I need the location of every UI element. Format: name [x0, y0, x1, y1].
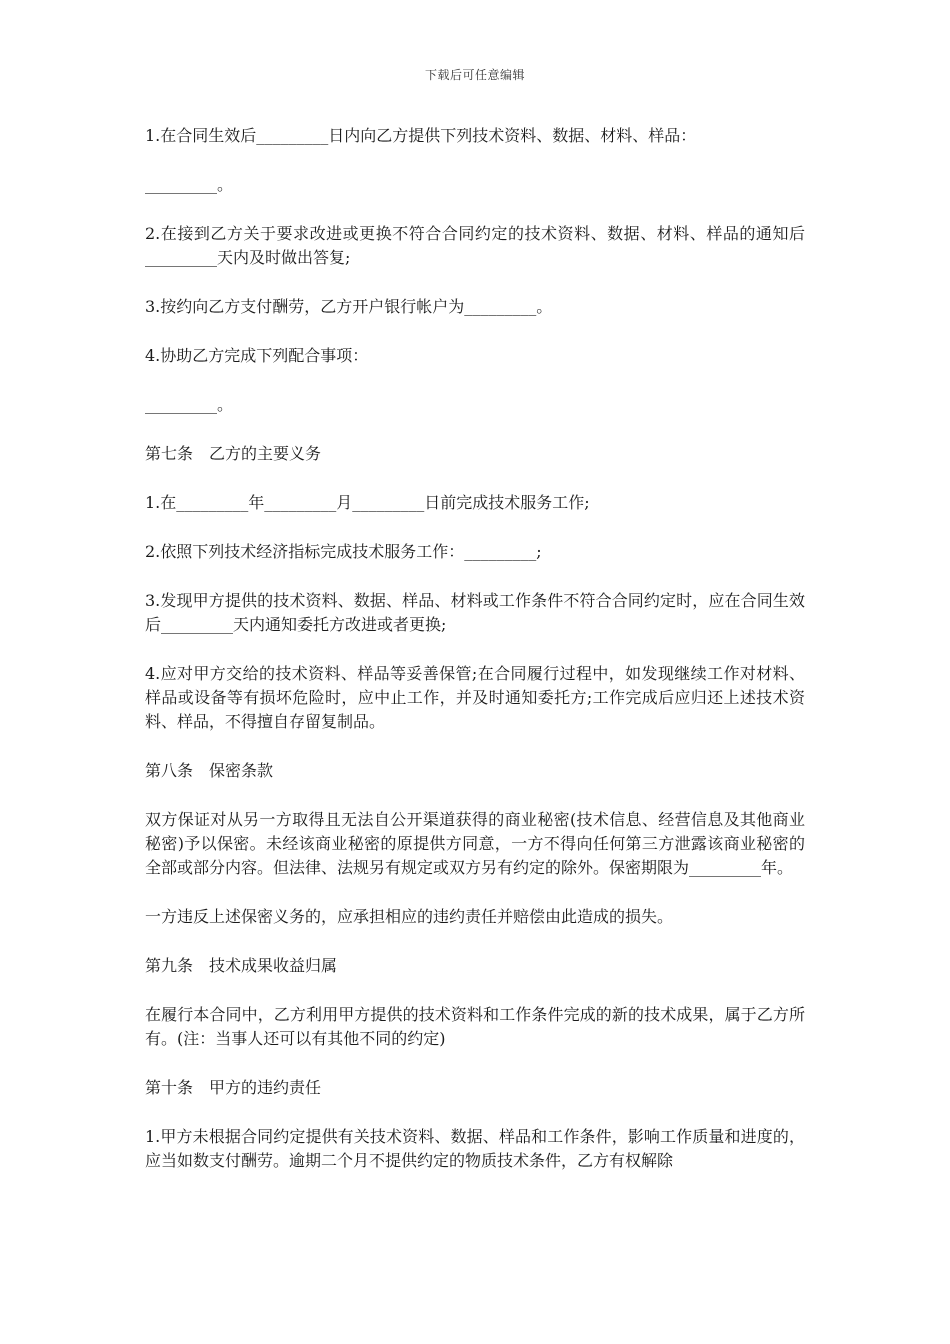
section-heading: 第八条 保密条款	[145, 761, 274, 780]
paragraph: 1.甲方未根据合同约定提供有关技术资料、数据、样品和工作条件，影响工作质量和进度的，应当如数支付酬劳。逾期二个月不提供约定的物质技术条件，乙方有权解除	[145, 1127, 805, 1170]
paragraph: 4.协助乙方完成下列配合事项：	[145, 346, 369, 365]
document-body	[145, 124, 805, 1198]
section-heading: 第七条 乙方的主要义务	[145, 444, 322, 463]
paragraph: 1.在合同生效后_________日内向乙方提供下列技术资料、数据、材料、样品：	[145, 126, 697, 145]
paragraph: 2.依照下列技术经济指标完成技术服务工作：_________;	[145, 542, 542, 561]
paragraph: 4.应对甲方交给的技术资料、样品等妥善保管;在合同履行过程中，如发现继续工作对材料、样品或设备等有损坏危险时，应中止工作，并及时通知委托方;工作完成后应归还上述技术资料、样品，不得擅自存留复制品。	[145, 664, 805, 731]
paragraph: 在履行本合同中，乙方利用甲方提供的技术资料和工作条件完成的新的技术成果，属于乙方所有。(注：当事人还可以有其他不同的约定)	[145, 1005, 805, 1048]
paragraph: 3.发现甲方提供的技术资料、数据、样品、材料或工作条件不符合合同约定时，应在合同生效后_________天内通知委托方改进或者更换;	[145, 591, 805, 634]
page-header: 下载后可任意编辑	[424, 68, 525, 82]
paragraph: _________。	[145, 395, 234, 414]
paragraph: 2.在接到乙方关于要求改进或更换不符合合同约定的技术资料、数据、材料、样品的通知后_________天内及时做出答复;	[145, 224, 805, 267]
section-heading: 第九条 技术成果收益归属	[145, 956, 338, 975]
section-heading: 第十条 甲方的违约责任	[145, 1078, 322, 1097]
paragraph: 1.在_________年_________月_________日前完成技术服务工作;	[145, 493, 590, 512]
paragraph: _________。	[145, 175, 234, 194]
paragraph: 3.按约向乙方支付酬劳，乙方开户银行帐户为_________。	[145, 297, 553, 316]
paragraph: 一方违反上述保密义务的，应承担相应的违约责任并赔偿由此造成的损失。	[145, 907, 674, 926]
paragraph: 双方保证对从另一方取得且无法自公开渠道获得的商业秘密(技术信息、经营信息及其他商业秘密)予以保密。未经该商业秘密的原提供方同意，一方不得向任何第三方泄露该商业秘密的全部或部分内容。但法律、法规另有规定或双方另有约定的除外。保密期限为_________年。	[145, 810, 805, 877]
